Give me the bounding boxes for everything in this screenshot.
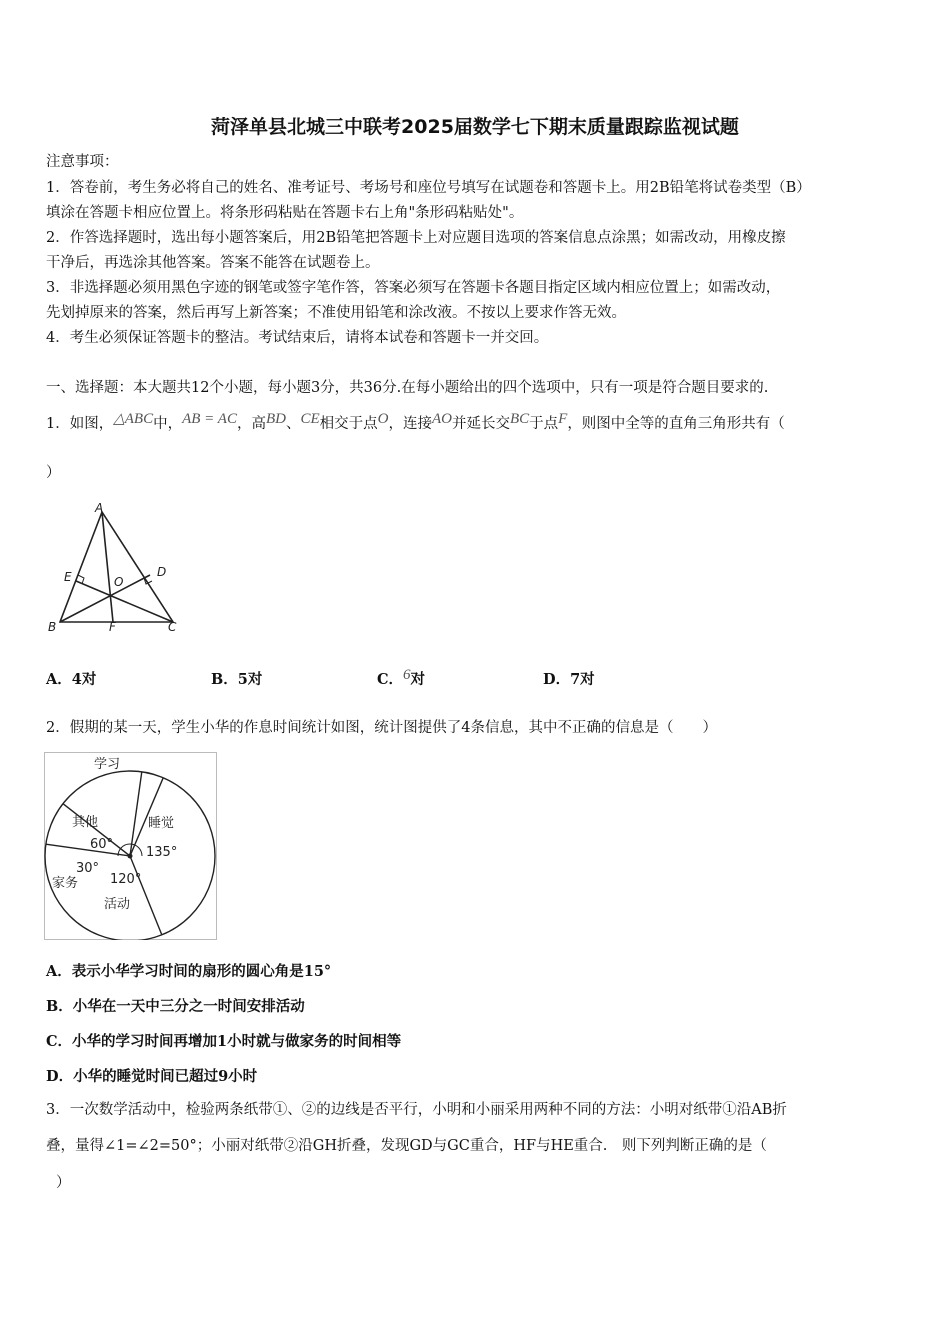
pie-angle-chores: 30° (76, 861, 100, 876)
page-title: 菏泽单县北城三中联考2025届数学七下期末质量跟踪监视试题 (211, 116, 739, 138)
question-3-close: ） (56, 1175, 71, 1191)
question-2-stem: 2．假期的某一天，学生小华的作息时间统计如图，统计图提供了4条信息，其中不正确的信息是（ ） (46, 720, 717, 736)
label-a: A (95, 501, 104, 515)
pie-label-other: 其他 (72, 815, 99, 830)
notice-heading: 注意事项： (46, 154, 119, 170)
notice-line: 先划掉原来的答案，然后再写上新答案；不准使用铅笔和涂改液。不按以上要求作答无效。 (46, 305, 626, 321)
label-d: D (157, 565, 167, 579)
pie-label-study: 学习 (94, 757, 121, 772)
notice-line: 4．考生必须保证答题卡的整洁。考试结束后，请将本试卷和答题卡一并交回。 (46, 330, 549, 346)
label-e: E (64, 570, 72, 584)
notice-line: 填涂在答题卡相应位置上。将条形码粘贴在答题卡右上角"条形码粘贴处"。 (46, 205, 524, 221)
pie-label-activity: 活动 (104, 897, 131, 912)
question-3-line: 叠，量得∠1=∠2=50°；小丽对纸带②沿GH折叠，发现GD与GC重合，HF与HE重合. 则下列判断正确的是（ (46, 1138, 767, 1154)
label-c: C (168, 620, 177, 634)
section-heading: 一、选择题：本大题共12个小题，每小题3分，共36分.在每小题给出的四个选项中，只有一项是符合题目要求的. (46, 380, 769, 396)
label-b: B (48, 620, 57, 634)
pie-angle-activity: 120° (110, 872, 142, 887)
pie-boundary-activity (130, 856, 162, 935)
q1-option-b[interactable]: B．5对 (211, 671, 263, 688)
triangle-figure (40, 500, 190, 640)
notice-line: 干净后，再选涂其他答案。答案不能答在试题卷上。 (46, 255, 380, 271)
pie-angle-other: 60° (90, 837, 114, 852)
notice-line: 2．作答选择题时，选出每小题答案后，用2B铅笔把答题卡上对应题目选项的答案信息点涂黑；如需改动，用橡皮擦 (46, 230, 786, 246)
pie-angle-sleep: 135° (146, 845, 178, 860)
q2-option-b[interactable]: B．小华在一天中三分之一时间安排活动 (46, 998, 305, 1015)
notice-line: 3．非选择题必须用黑色字迹的钢笔或签字笔作答，答案必须写在答题卡各题目指定区域内相应位置上；如需改动， (46, 280, 781, 296)
question-1-close: ） (46, 465, 61, 481)
pie-center (128, 854, 133, 859)
q1-option-a[interactable]: A．4对 (46, 671, 97, 688)
q2-option-d[interactable]: D．小华的睡觉时间已超过9小时 (46, 1068, 258, 1085)
question-3-line: 3．一次数学活动中，检验两条纸带①、②的边线是否平行，小明和小丽采用两种不同的方法：小明对纸带①沿AB折 (46, 1102, 787, 1118)
pie-label-chores: 家务 (52, 876, 79, 891)
question-1-stem: 1．如图，△ABC中，AB = AC，高BD、CE相交于点O，连接AO并延长交BC于点F，则图中全等的直角三角形共有（ (46, 411, 785, 432)
notice-line: 1．答卷前，考生务必将自己的姓名、准考证号、考场号和座位号填写在试题卷和答题卡上。用2B铅笔将试卷类型（B） (46, 180, 811, 196)
label-o: O (114, 575, 124, 589)
q2-option-c[interactable]: C．小华的学习时间再增加1小时就与做家务的时间相等 (46, 1033, 402, 1050)
pie-chart (44, 752, 218, 940)
q1-option-c[interactable]: C．6对 (377, 667, 426, 688)
q1-option-d[interactable]: D．7对 (543, 671, 595, 688)
label-f: F (109, 620, 116, 634)
q2-option-a[interactable]: A．表示小华学习时间的扇形的圆心角是15° (46, 963, 332, 980)
pie-label-sleep: 睡觉 (148, 816, 175, 831)
